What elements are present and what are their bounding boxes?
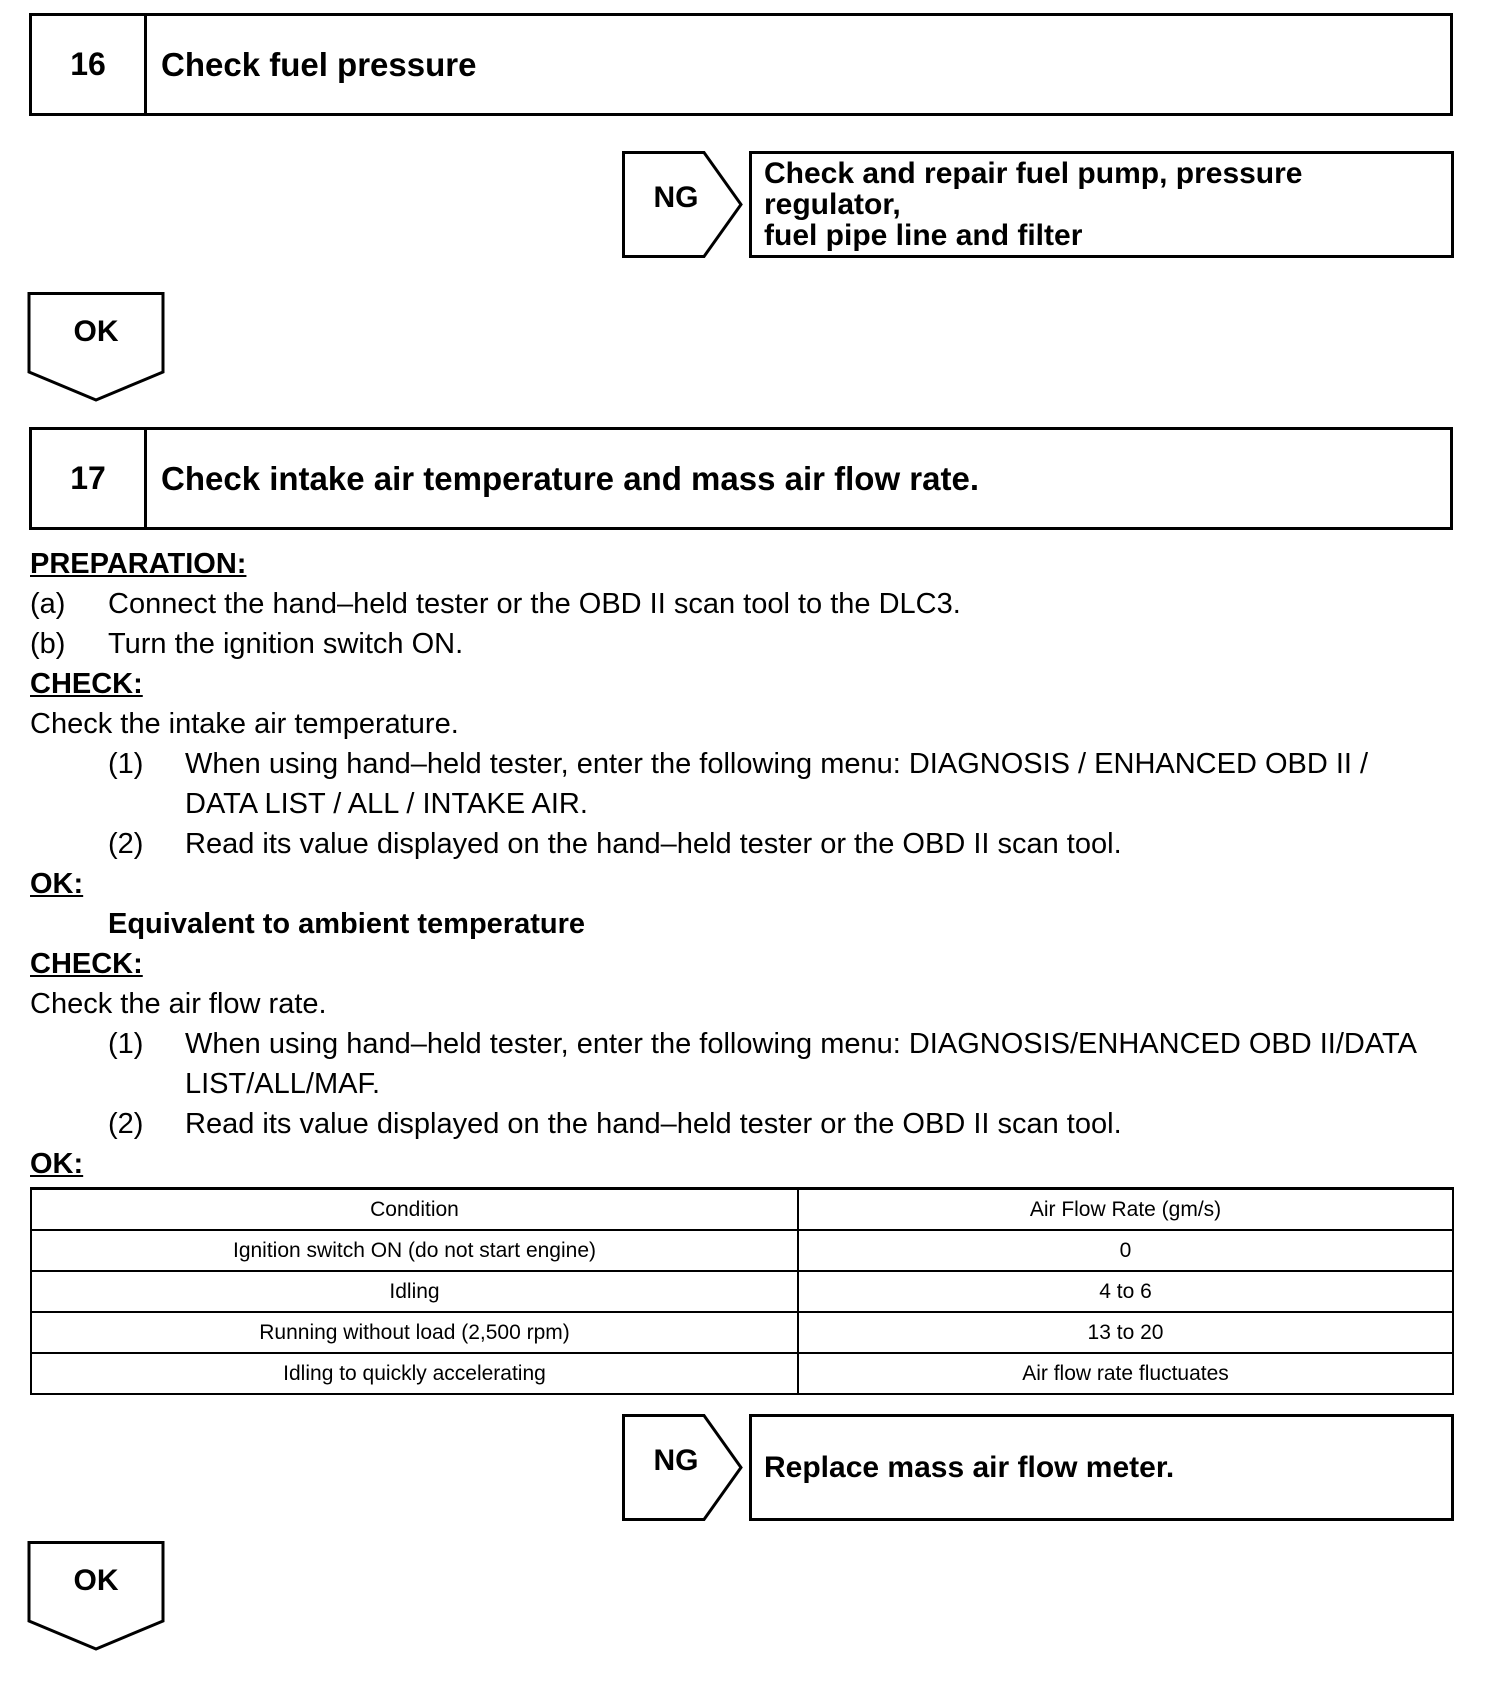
check-heading-2: CHECK: — [30, 948, 143, 980]
step-17-ok-label: OK — [73, 1564, 119, 1597]
step-16-ng-label: NG — [653, 180, 699, 214]
step-16-ok-label: OK — [73, 315, 119, 348]
check-2-item-1-line2: LIST/ALL/MAF. — [185, 1068, 381, 1100]
ok-value-1: Equivalent to ambient temperature — [108, 908, 585, 940]
table-cell: 4 to 6 — [798, 1271, 1453, 1312]
item-text: Connect the hand–held tester or the OBD II scan tool to the DLC3. — [108, 588, 961, 620]
step-17-header — [29, 427, 1453, 530]
step-16-number: 16 — [32, 16, 147, 113]
item-text-line1: When using hand–held tester, enter the following menu: DIAGNOSIS / ENHANCED OBD II / — [185, 748, 1369, 780]
item-text-line1: When using hand–held tester, enter the following menu: DIAGNOSIS/ENHANCED OBD II/DATA — [185, 1028, 1417, 1060]
item-marker: (2) — [108, 828, 144, 860]
table-row — [31, 1271, 1453, 1312]
step-16-ng-action — [749, 151, 1454, 258]
table-header-cell: Condition — [31, 1189, 798, 1231]
item-marker: (b) — [30, 628, 66, 660]
ok-heading-1: OK: — [30, 868, 84, 900]
item-marker: (1) — [108, 748, 144, 780]
step-17-ng-action: Replace mass air flow meter. — [749, 1414, 1454, 1521]
check-1-intro: Check the intake air temperature. — [30, 708, 459, 740]
step-17-title: Check intake air temperature and mass air flow rate. — [161, 459, 979, 497]
step-16-ng-action-line1: Check and repair fuel pump, pressure regulator, — [764, 157, 1303, 221]
table-cell: Ignition switch ON (do not start engine) — [31, 1230, 798, 1271]
table-cell: 13 to 20 — [798, 1312, 1453, 1353]
item-marker: (a) — [30, 588, 66, 620]
step-16-header — [29, 13, 1453, 116]
table-row — [31, 1353, 1453, 1394]
table-row — [31, 1312, 1453, 1353]
check-heading-1: CHECK: — [30, 668, 143, 700]
item-text: Turn the ignition switch ON. — [108, 628, 464, 660]
ok-heading-2: OK: — [30, 1148, 84, 1180]
step-17-ng-label: NG — [653, 1443, 699, 1477]
table-cell: Idling to quickly accelerating — [31, 1353, 798, 1394]
step-17-number: 17 — [32, 430, 147, 527]
check-1-item-1-line2: DATA LIST / ALL / INTAKE AIR. — [185, 788, 588, 820]
item-marker: (1) — [108, 1028, 144, 1060]
item-text-line1: Read its value displayed on the hand–held tester or the OBD II scan tool. — [185, 828, 1122, 860]
table-cell: 0 — [798, 1230, 1453, 1271]
table-row — [31, 1230, 1453, 1271]
table-cell: Idling — [31, 1271, 798, 1312]
item-marker: (2) — [108, 1108, 144, 1140]
table-header-cell: Air Flow Rate (gm/s) — [798, 1189, 1453, 1231]
item-text-line1: Read its value displayed on the hand–held tester or the OBD II scan tool. — [185, 1108, 1122, 1140]
step-16-ng-action-line2: fuel pipe line and filter — [764, 219, 1083, 252]
check-2-intro: Check the air flow rate. — [30, 988, 327, 1020]
table-cell: Air flow rate fluctuates — [798, 1353, 1453, 1394]
step-16-title: Check fuel pressure — [161, 45, 477, 83]
table-header-row — [31, 1189, 1453, 1231]
preparation-heading: PREPARATION: — [30, 548, 247, 580]
air-flow-spec-table — [30, 1187, 1454, 1395]
table-cell: Running without load (2,500 rpm) — [31, 1312, 798, 1353]
